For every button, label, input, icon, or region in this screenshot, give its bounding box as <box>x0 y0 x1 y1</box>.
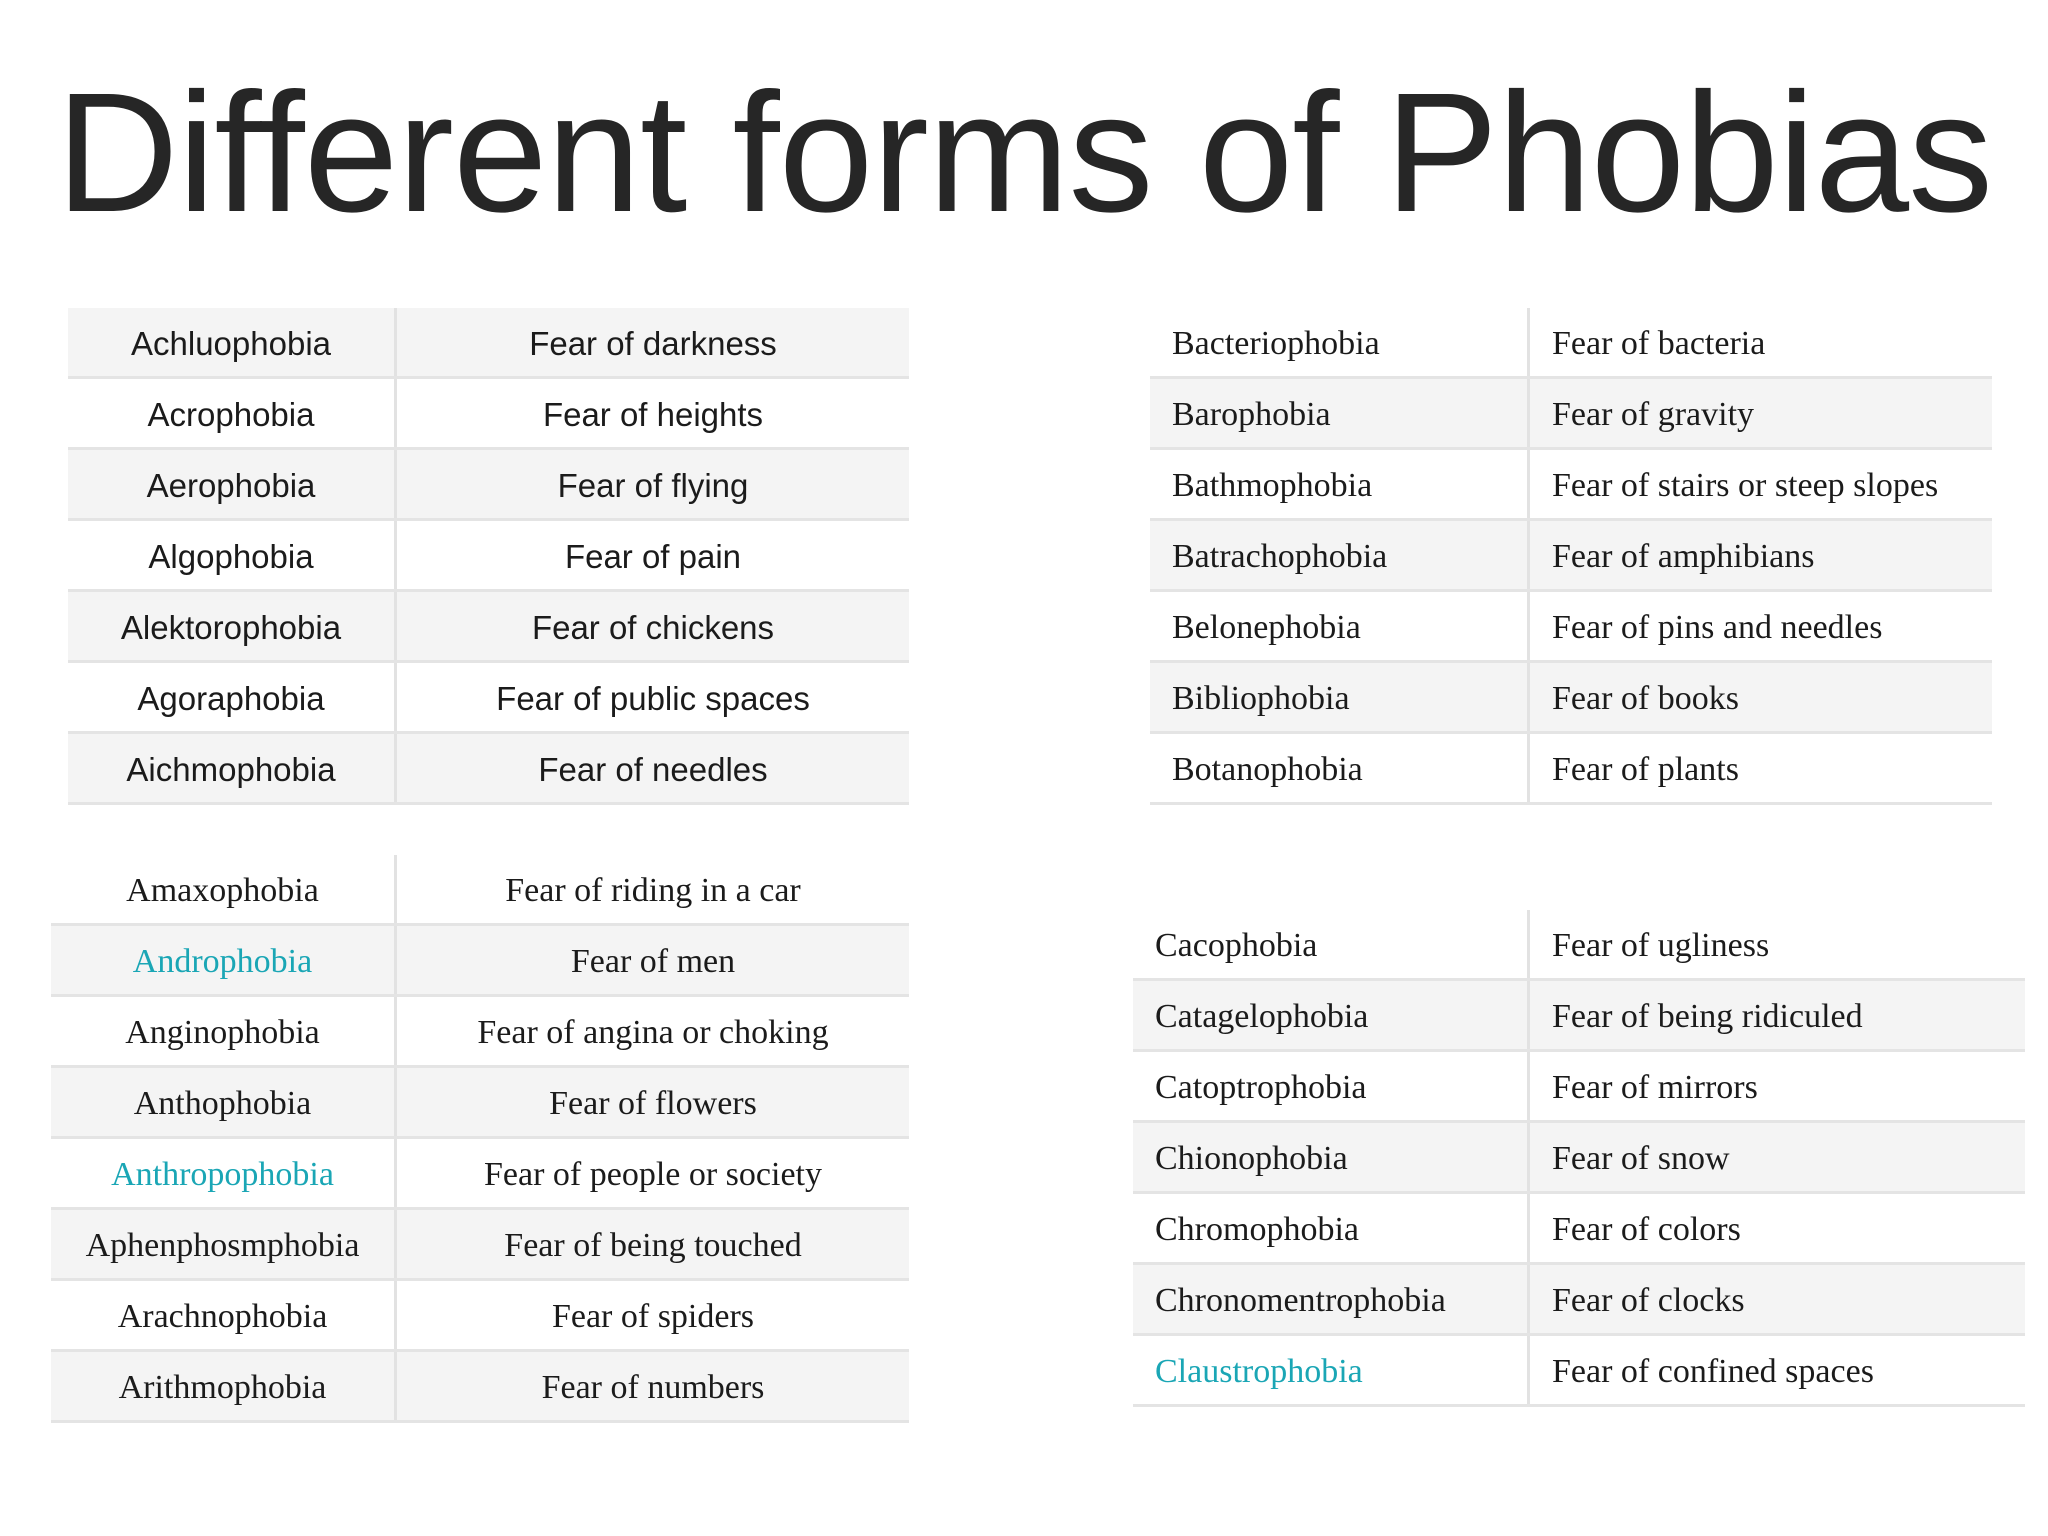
phobia-name: Achluophobia <box>131 325 331 362</box>
column-divider <box>1527 521 1530 589</box>
phobia-meaning: Fear of pins and needles <box>1552 609 1883 646</box>
phobia-name: Agoraphobia <box>137 680 325 717</box>
phobia-name: Anthropophobia <box>111 1156 334 1193</box>
table-row <box>68 663 909 734</box>
phobia-name: Bathmophobia <box>1172 467 1373 504</box>
column-divider <box>1527 734 1530 802</box>
phobia-meaning: Fear of pain <box>564 538 742 575</box>
table-row <box>1150 734 1992 805</box>
table-row <box>1150 308 1992 379</box>
table-row <box>51 1281 909 1352</box>
phobia-meaning: Fear of flowers <box>549 1085 757 1122</box>
table-row <box>1133 1123 2025 1194</box>
phobia-meaning: Fear of snow <box>1552 1140 1730 1177</box>
phobia-meaning: Fear of being ridiculed <box>1552 998 1863 1035</box>
phobia-name: Claustrophobia <box>1155 1353 1363 1390</box>
table-row <box>68 592 909 663</box>
phobia-meaning: Fear of heights <box>542 396 764 433</box>
table-row <box>1133 981 2025 1052</box>
phobia-meaning: Fear of public spaces <box>496 680 810 717</box>
phobia-name: Alektorophobia <box>120 609 342 646</box>
phobia-meaning: Fear of darkness <box>529 325 777 362</box>
phobia-name: Chronomentrophobia <box>1155 1282 1446 1319</box>
phobia-name: Chromophobia <box>1155 1211 1359 1248</box>
table-row <box>1133 1052 2025 1123</box>
table-row <box>51 1210 909 1281</box>
table-row <box>68 521 909 592</box>
phobia-name: Arithmophobia <box>118 1369 327 1406</box>
phobia-meaning: Fear of people or society <box>484 1156 822 1193</box>
phobia-meaning: Fear of flying <box>557 467 749 504</box>
table-a-group-2 <box>51 855 909 1423</box>
phobia-meaning: Fear of confined spaces <box>1552 1353 1874 1390</box>
phobia-name: Anthophobia <box>133 1085 312 1122</box>
table-row <box>1133 1336 2025 1407</box>
table-row <box>51 926 909 997</box>
phobia-name: Cacophobia <box>1155 927 1318 964</box>
table-row <box>68 379 909 450</box>
phobia-meaning: Fear of being touched <box>504 1227 802 1264</box>
phobia-meaning: Fear of gravity <box>1552 396 1755 433</box>
phobia-meaning: Fear of bacteria <box>1552 325 1766 362</box>
column-divider <box>1527 910 1530 978</box>
table-row <box>68 450 909 521</box>
column-divider <box>1527 1052 1530 1120</box>
table-row <box>68 734 909 805</box>
table-row <box>1150 450 1992 521</box>
phobia-meaning: Fear of needles <box>538 751 768 788</box>
phobia-meaning: Fear of stairs or steep slopes <box>1552 467 1939 504</box>
phobia-name: Aerophobia <box>146 467 316 504</box>
phobia-meaning: Fear of plants <box>1552 751 1739 788</box>
table-row <box>1150 592 1992 663</box>
phobia-name: Chionophobia <box>1155 1140 1348 1177</box>
column-divider <box>1527 1123 1530 1191</box>
table-row <box>51 997 909 1068</box>
column-divider <box>1527 1194 1530 1262</box>
phobia-meaning: Fear of spiders <box>551 1298 755 1335</box>
table-a-group-1 <box>68 308 909 805</box>
column-divider <box>1527 1336 1530 1404</box>
table-c-group <box>1133 910 2025 1407</box>
phobia-name: Barophobia <box>1172 396 1331 433</box>
phobia-name: Batrachophobia <box>1172 538 1388 575</box>
phobia-name: Bacteriophobia <box>1172 325 1380 362</box>
table-b-group <box>1150 308 1992 805</box>
phobia-meaning: Fear of riding in a car <box>505 872 801 909</box>
phobia-name: Belonephobia <box>1172 609 1361 646</box>
phobia-meaning: Fear of men <box>570 943 736 980</box>
phobia-meaning: Fear of amphibians <box>1552 538 1815 575</box>
phobia-meaning: Fear of clocks <box>1552 1282 1745 1319</box>
phobia-meaning: Fear of ugliness <box>1552 927 1770 964</box>
phobia-name: Arachnophobia <box>117 1298 328 1335</box>
column-divider <box>1527 981 1530 1049</box>
table-row <box>1133 1194 2025 1265</box>
table-row <box>1133 910 2025 981</box>
phobia-meaning: Fear of numbers <box>541 1369 765 1406</box>
phobia-meaning: Fear of books <box>1552 680 1739 717</box>
column-divider <box>1527 663 1530 731</box>
table-row <box>1150 663 1992 734</box>
slide-title: Different forms of Phobias <box>55 58 1993 248</box>
column-divider <box>1527 1265 1530 1333</box>
table-row <box>51 855 909 926</box>
phobia-meaning: Fear of mirrors <box>1552 1069 1758 1106</box>
table-row <box>51 1139 909 1210</box>
phobia-name: Catoptrophobia <box>1155 1069 1367 1106</box>
column-divider <box>1527 308 1530 376</box>
column-divider <box>1527 592 1530 660</box>
table-row <box>1150 521 1992 592</box>
phobia-name: Catagelophobia <box>1155 998 1369 1035</box>
phobia-name: Acrophobia <box>147 396 315 433</box>
phobia-name: Botanophobia <box>1172 751 1363 788</box>
phobia-meaning: Fear of angina or choking <box>477 1014 829 1051</box>
phobia-name: Amaxophobia <box>126 872 319 909</box>
phobia-meaning: Fear of chickens <box>531 609 775 646</box>
phobia-name: Bibliophobia <box>1172 680 1350 717</box>
table-row <box>51 1068 909 1139</box>
table-row <box>1150 379 1992 450</box>
phobia-name: Algophobia <box>148 538 314 575</box>
phobia-meaning: Fear of colors <box>1552 1211 1741 1248</box>
table-row <box>68 308 909 379</box>
phobia-name: Aichmophobia <box>126 751 336 788</box>
column-divider <box>1527 379 1530 447</box>
column-divider <box>1527 450 1530 518</box>
table-row <box>1133 1265 2025 1336</box>
phobia-name: Anginophobia <box>125 1014 320 1051</box>
phobia-name: Aphenphosmphobia <box>85 1227 360 1264</box>
table-row <box>51 1352 909 1423</box>
phobia-name: Androphobia <box>132 943 313 980</box>
